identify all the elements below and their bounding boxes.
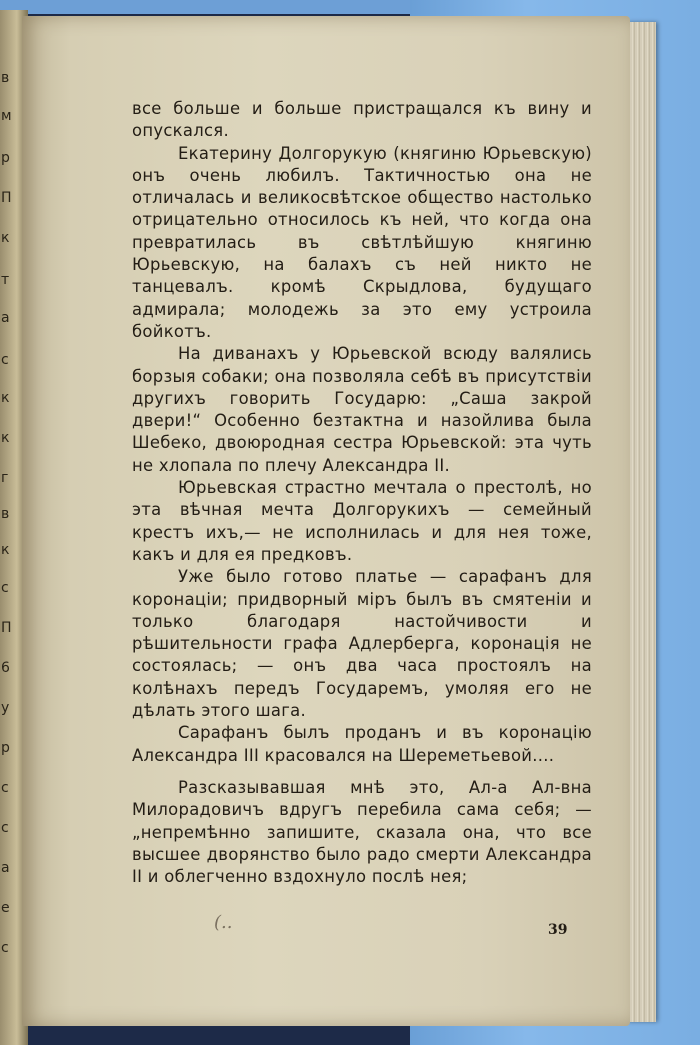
book-page [22, 16, 630, 1026]
paragraph: На диванахъ у Юрьевской всюду валялись борзыя собаки; она позволяла себѣ въ присутствіи другихъ говорить Государю: „Саша закрой двери!“ Особенно безтактна и назойлива была Шебеко, двоюродная сестра Юрьевской: эта чуть не хлопала по плечу Александра II. [132, 344, 592, 475]
left-fragment: у [1, 700, 9, 716]
page-text [132, 98, 592, 888]
left-fragment: а [1, 860, 9, 876]
left-fragment: с [1, 820, 8, 836]
left-fragment: в [1, 70, 9, 86]
left-fragment: г [1, 470, 8, 486]
left-fragment: к [1, 430, 9, 446]
left-fragment: к [1, 542, 9, 558]
page-number: 39 [548, 922, 568, 938]
left-fragment: в [1, 506, 9, 522]
left-fragment: к [1, 230, 9, 246]
pencil-mark: (.. [214, 912, 233, 933]
page-stack-edge [626, 22, 656, 1022]
left-fragment: е [1, 900, 9, 916]
left-fragment: П [1, 190, 11, 206]
left-fragment: а [1, 310, 9, 326]
left-fragment: с [1, 352, 8, 368]
paragraph: Екатерину Долгорукую (княгиню Юрьевскую) онъ очень любилъ. Тактичностью она не отличалась и великосвѣтское общество настолько отрицательно относилось къ ней, что когда она превратилась въ свѣтлѣйшую княгиню Юрьевскую, на балахъ съ ней никто не танцевалъ. кромѣ Скрыдлова, будущаго адмирала; молодежь за это ему устроила бойкотъ. [132, 143, 592, 341]
left-fragment: к [1, 390, 9, 406]
paragraph: Юрьевская страстно мечтала о престолѣ, но эта вѣчная мечта Долгорукихъ — семейный крестъ ихъ,— не исполнилась и для нея тоже, какъ и для ея предковъ. [132, 478, 592, 564]
left-fragment: с [1, 580, 8, 596]
left-fragment: р [1, 150, 9, 166]
paragraph-continuation: все больше и больше пристращался къ вину и опускался. [132, 99, 592, 141]
paragraph: Уже было готово платье — сарафанъ для коронаціи; придворный міръ былъ въ смятеніи и только благодаря настойчивости и рѣшительности графа Адлерберга, коронація не состоялась; — онъ два часа простоялъ на колѣнахъ передъ Государемъ, умоляя его не дѣлать этого шага. [132, 567, 592, 721]
paragraph: Сарафанъ былъ проданъ и въ коронацію Александра III красовался на Шереметьевой.... [132, 723, 592, 765]
left-fragment: с [1, 780, 8, 796]
left-fragment: П [1, 620, 11, 636]
left-fragment: м [1, 108, 11, 124]
left-fragment: с [1, 940, 8, 956]
left-fragment: р [1, 740, 9, 756]
paragraph: Разсказывавшая мнѣ это, Ал-а Ал-вна Милорадовичъ вдругъ перебила сама себя; — „непремѣнно запишите, сказала она, что все высшее дворянство было радо смерти Александра II и облегченно вздохнуло послѣ нея; [132, 777, 592, 887]
left-fragment: 6 [1, 660, 9, 676]
left-fragment: т [1, 272, 9, 288]
